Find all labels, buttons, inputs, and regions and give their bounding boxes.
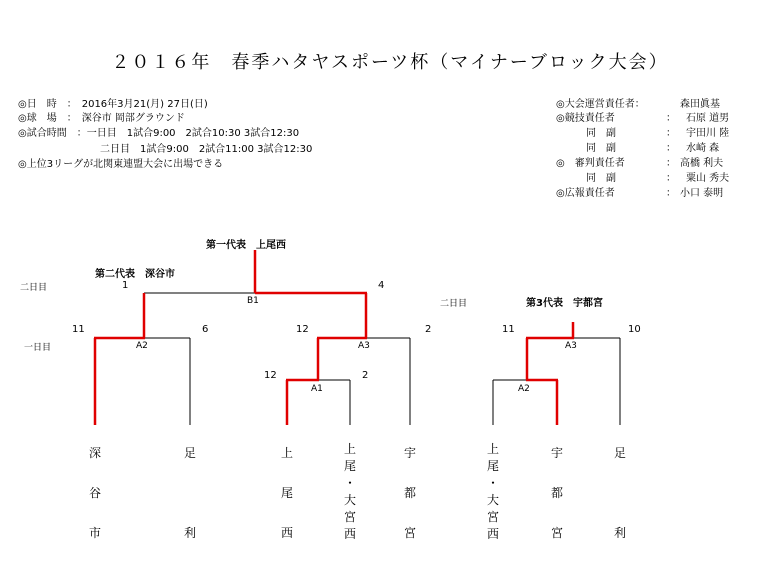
match-label: A3: [565, 341, 577, 351]
team-char: 上: [280, 446, 293, 460]
team-char: 宮: [486, 510, 499, 524]
score: 10: [628, 324, 641, 335]
info-date: ◎日 時 ： 2016年3月21(月) 27日(日): [18, 99, 208, 110]
match-label: B1: [247, 296, 259, 306]
match-label: A1: [311, 384, 323, 394]
team-char: 西: [486, 527, 499, 541]
day-label: 二日目: [20, 283, 48, 293]
team-char: 西: [280, 526, 293, 540]
score: 11: [502, 324, 515, 335]
score: 11: [72, 324, 85, 335]
team-char: 都: [403, 486, 416, 500]
official-role: 同 副: [586, 128, 616, 139]
score: 1: [122, 280, 129, 291]
score: 2: [425, 324, 432, 335]
team-char: 谷: [88, 486, 101, 500]
official-name: 水崎 森: [686, 143, 720, 154]
team-char: 尾: [280, 486, 293, 500]
official-name: 石原 道男: [686, 113, 730, 124]
score: 2: [362, 370, 369, 381]
team-char: 市: [88, 526, 101, 540]
day-label: 二日目: [440, 299, 468, 309]
team-char: 西: [343, 527, 356, 541]
second-representative: 第二代表 深谷市: [95, 269, 175, 280]
team-char: 宮: [403, 526, 416, 540]
official-name: 高橋 利夫: [680, 158, 724, 169]
bracket-lines: [144, 293, 620, 425]
score: 12: [264, 370, 277, 381]
team-char: 宮: [343, 510, 356, 524]
team-char: 深: [88, 446, 101, 460]
official-sep: ：: [666, 143, 676, 154]
official-name: 宇田川 陸: [686, 128, 730, 139]
official-role: ◎大会運営責任者：: [556, 99, 645, 110]
official-role: ◎ 審判責任者: [556, 158, 625, 169]
team-char: 尾: [486, 459, 499, 473]
score: 12: [296, 324, 309, 335]
team-char: 尾: [343, 459, 356, 473]
official-sep: ：: [666, 158, 676, 169]
team-char: 大: [343, 493, 356, 507]
team-char: ・: [343, 476, 356, 490]
team-char: 宇: [403, 446, 416, 460]
team-char: 上: [343, 442, 356, 456]
team-char: 大: [486, 493, 499, 507]
official-sep: ：: [666, 128, 676, 139]
team-char: 宇: [550, 446, 563, 460]
team-char: 都: [550, 486, 563, 500]
official-name: 粟山 秀夫: [686, 173, 730, 184]
page-title: ２０１６年 春季ハタヤスポーツ杯（マイナーブロック大会）: [111, 52, 669, 73]
official-role: ◎競技責任者: [556, 113, 615, 124]
team-char: 利: [613, 526, 626, 540]
official-name: 小口 泰明: [680, 188, 724, 199]
info-times-day2: 二日目 1試合9:00 2試合11:00 3試合12:30: [100, 144, 313, 155]
team-char: 宮: [550, 526, 563, 540]
team-char: 足: [613, 446, 626, 460]
official-role: 同 副: [586, 173, 616, 184]
day-label: 一日目: [24, 343, 52, 353]
official-name: 森田眞基: [680, 99, 720, 110]
info-venue: ◎球 場 ： 深谷市 岡部グラウンド: [18, 113, 185, 124]
info-times-day1: ◎試合時間 ：一日目 1試合9:00 2試合10:30 3試合12:30: [18, 128, 300, 139]
team-char: ・: [486, 476, 499, 490]
third-representative: 第3代表 宇都宮: [526, 298, 603, 309]
team-char: 利: [183, 526, 196, 540]
official-role: 同 副: [586, 143, 616, 154]
official-sep: ：: [666, 173, 676, 184]
info-qualify-note: ◎上位3リーグが北関東連盟大会に出場できる: [18, 159, 224, 170]
score: 4: [378, 280, 385, 291]
team-char: 足: [183, 446, 196, 460]
first-representative: 第一代表 上尾西: [206, 240, 286, 251]
official-sep: ：: [666, 113, 676, 124]
match-label: A2: [136, 341, 148, 351]
official-role: ◎広報責任者: [556, 188, 615, 199]
match-label: A2: [518, 384, 530, 394]
official-sep: ：: [666, 188, 676, 199]
team-char: 上: [486, 442, 499, 456]
score: 6: [202, 324, 209, 335]
match-label: A3: [358, 341, 370, 351]
